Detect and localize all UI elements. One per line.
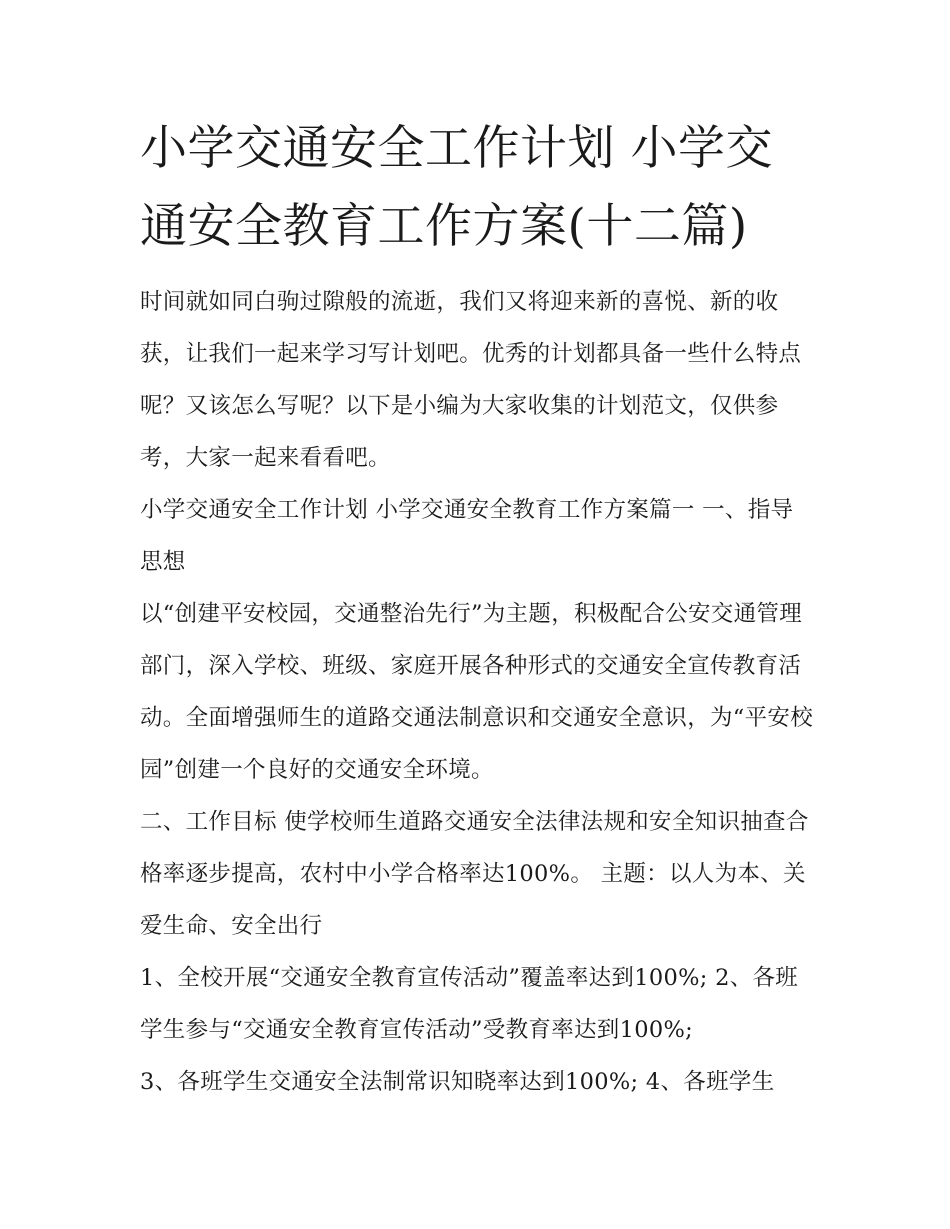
paragraph-work-goals: 二、工作目标 使学校师生道路交通安全法律法规和安全知识抽查合格率逐步提高，农村中小学合格率达100%。 主题：以人为本、关爱生命、安全出行: [140, 809, 809, 939]
document-page: [140, 110, 815, 1108]
document-title: 小学交通安全工作计划 小学交通安全教育工作方案(十二篇): [140, 121, 773, 254]
paragraph-goal-items-3-4: 3、各班学生交通安全法制常识知晓率达到100%; 4、各班学生: [140, 1069, 775, 1095]
paragraph-guiding-ideology: 以“创建平安校园，交通整治先行”为主题，积极配合公安交通管理部门，深入学校、班级、家庭开展各种形式的交通安全宣传教育活动。全面增强师生的道路交通法制意识和交通安全意识，为“平安校园”创建一个良好的交通安全环境。: [140, 601, 814, 783]
paragraph-section-heading: 小学交通安全工作计划 小学交通安全教育工作方案篇一 一、指导思想: [140, 497, 794, 575]
paragraph-intro: 时间就如同白驹过隙般的流逝，我们又将迎来新的喜悦、新的收获，让我们一起来学习写计划吧。优秀的计划都具备一些什么特点呢？又该怎么写呢？以下是小编为大家收集的计划范文，仅供参考，大家一起来看看吧。: [140, 289, 802, 471]
paragraph-goal-items-1-2: 1、全校开展“交通安全教育宣传活动”覆盖率达到100%; 2、各班学生参与“交通安全教育宣传活动”受教育率达到100%;: [140, 965, 799, 1043]
